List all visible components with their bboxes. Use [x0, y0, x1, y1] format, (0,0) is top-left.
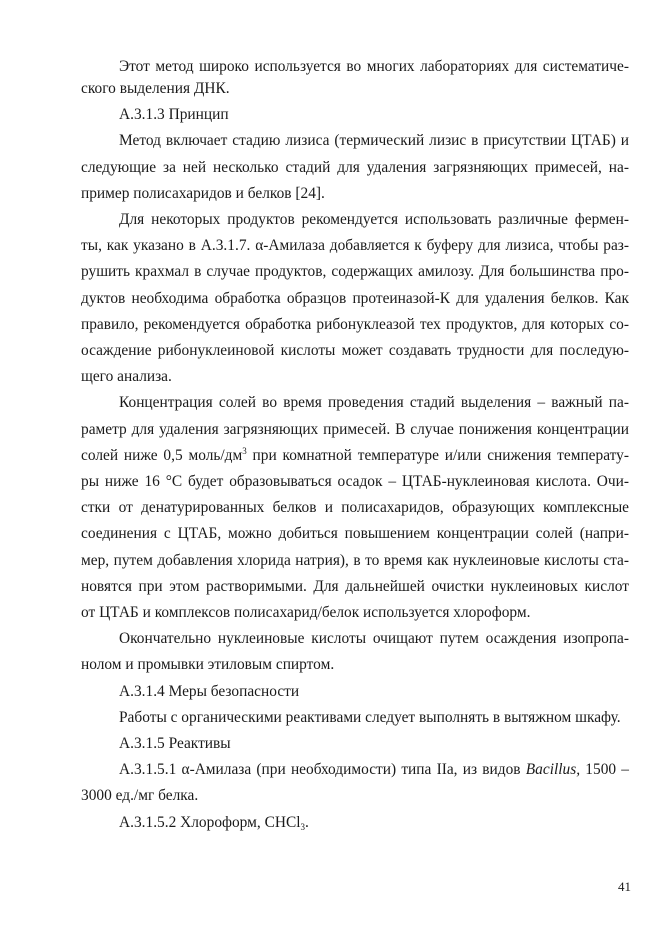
text-fragment: А.3.1.5.2 Хлороформ, СНCl	[119, 813, 301, 831]
text-line: ского выделения ДНК.	[81, 80, 230, 97]
text-fragment: 1500 –	[580, 761, 629, 779]
text-line: стки от денатурированных белков и полисахаридов, образующих комплексные	[81, 499, 629, 517]
text-line: дуктов необходима обработка образцов протеиназой-К для удаления белков. Как	[81, 289, 629, 307]
section-heading-safety: А.3.1.4 Меры безопасности	[119, 682, 300, 700]
section-heading-reagents: А.3.1.5 Реактивы	[119, 735, 231, 753]
paragraph-method-usage	[81, 58, 629, 102]
text-line: ты, как указано в А.3.1.7. α-Амилаза добавляется к буферу для лизиса, чтобы раз-	[81, 237, 629, 255]
text-line: соединения с ЦТАБ, можно добиться повышением концентрации солей (напри-	[81, 525, 629, 543]
superscript: 3	[242, 445, 247, 456]
text-line: нолом и промывки этиловым спиртом.	[81, 656, 335, 674]
text-line: Окончательно нуклеиновые кислоты очищают путем осаждения изопропа-	[119, 630, 629, 648]
text-line: новятся при этом растворимыми. Для дальнейшей очистки нуклеиновых кислот	[81, 577, 629, 595]
text-line: правило, рекомендуется обработка рибонуклеазой тех продуктов, для которых со-	[81, 315, 629, 333]
text-line: ры ниже 16 °С будет образовываться осадок – ЦТАБ-нуклеиновая кислота. Очи-	[81, 473, 629, 491]
subscript: 3	[300, 821, 306, 832]
paragraph-safety: Работы с органическими реактивами следует выполнять в вытяжном шкафу.	[119, 708, 621, 726]
paragraph-chloroform	[81, 810, 629, 836]
text-line: Этот метод широко используется во многих лабораториях для систематиче-	[119, 58, 629, 75]
section-heading-principle: А.3.1.3 Принцип	[119, 106, 229, 124]
paragraph-amylase	[81, 757, 629, 809]
text-fragment: А.3.1.5.1 α-Амилаза (при необходимости) типа IIa, из видов	[119, 761, 526, 779]
text-fragment: .	[305, 813, 309, 831]
text-line: Концентрация солей во время проведения стадий выделения – важный па-	[119, 394, 629, 412]
text-line	[81, 443, 629, 469]
page-number: 41	[618, 879, 631, 894]
text-line: следующие за ней несколько стадий для удаления загрязняющих примесей, на-	[81, 158, 629, 176]
text-line: 3000 ед./мг белка.	[81, 787, 199, 805]
italic-species: Bacillus,	[525, 761, 581, 779]
text-fragment: при комнатной температуре и/или снижения температу-	[246, 446, 629, 464]
text-line: Для некоторых продуктов рекомендуется использовать различные фермен-	[119, 211, 629, 229]
paragraph-purification	[81, 626, 629, 678]
text-line: мер, путем добавления хлорида натрия), в то время как нуклеиновые кислоты ста-	[81, 551, 629, 569]
text-line: Метод включает стадию лизиса (термический лизис в присутствии ЦТАБ) и	[119, 132, 629, 150]
paragraph-principle	[81, 128, 629, 207]
body-text	[81, 58, 629, 836]
text-line: пример полисахаридов и белков [24].	[81, 184, 325, 202]
text-line: от ЦТАБ и комплексов полисахарид/белок используется хлороформ.	[81, 604, 531, 622]
text-line: раметр для удаления загрязняющих примесей. В случае понижения концентрации	[81, 420, 629, 438]
paragraph-salt-concentration	[81, 390, 629, 626]
text-line: осаждение рибонуклеиновой кислоты может создавать трудности для последую-	[81, 342, 629, 360]
text-fragment: солей ниже 0,5 моль/дм	[81, 446, 243, 464]
paragraph-enzymes	[81, 207, 629, 390]
text-line: щего анализа.	[81, 368, 172, 386]
text-line	[81, 757, 629, 783]
text-line: рушить крахмал в случае продуктов, содержащих амилозу. Для большинства про-	[81, 263, 629, 281]
